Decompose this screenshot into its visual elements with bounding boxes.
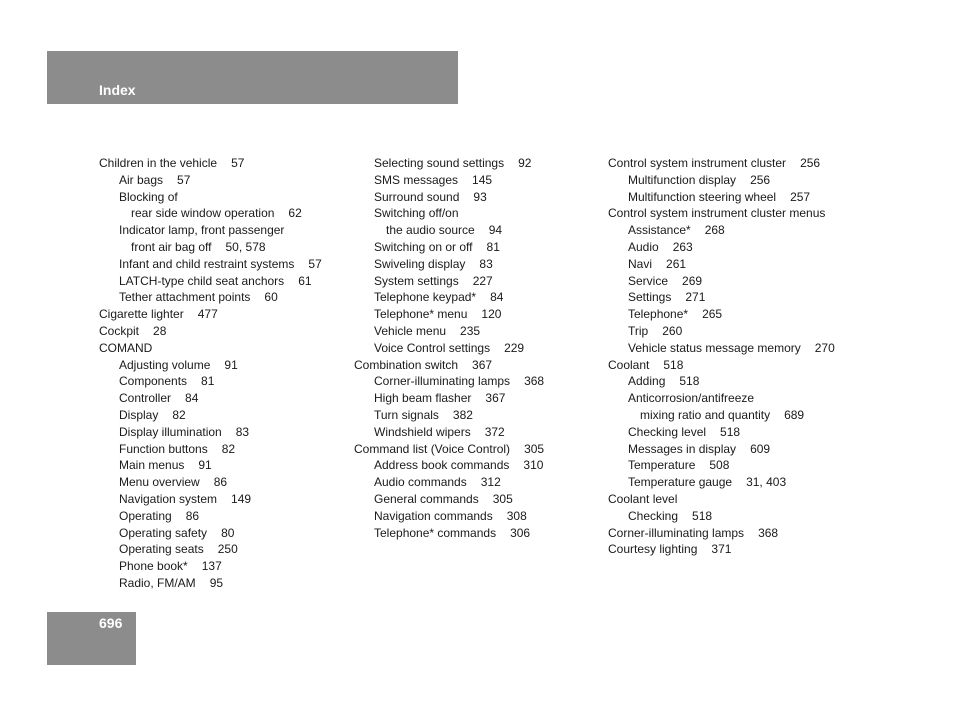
index-entry: [99, 508, 322, 525]
page-reference: 94: [488, 223, 503, 238]
page-reference: 609: [750, 441, 771, 456]
page-reference: 50, 578: [225, 239, 266, 254]
index-term: Surround sound: [374, 189, 460, 204]
index-term: Trip: [628, 323, 649, 338]
index-term: Display illumination: [119, 424, 222, 439]
index-entry: [608, 340, 835, 357]
page-reference: 92: [518, 156, 532, 170]
page-title: Index: [99, 82, 136, 98]
page-reference: 371: [711, 542, 732, 557]
index-term: Audio: [628, 239, 659, 254]
index-entry: [99, 407, 322, 424]
index-term: Telephone* menu: [374, 307, 468, 322]
index-entry: [99, 474, 322, 491]
index-entry: [608, 525, 835, 542]
header-band: [47, 51, 458, 104]
index-term: Temperature: [628, 458, 696, 473]
page-reference: 84: [185, 391, 199, 406]
index-column-2: [354, 155, 544, 541]
index-term: Control system instrument cluster menus: [608, 206, 826, 221]
index-entry: [608, 189, 835, 206]
index-term: Temperature gauge: [628, 475, 733, 490]
index-term: Adjusting volume: [119, 357, 211, 372]
index-term: Messages in display: [628, 441, 737, 456]
index-entry: [608, 491, 835, 508]
index-term: Display: [119, 407, 159, 422]
page-reference: 84: [490, 290, 504, 305]
page-reference: 120: [481, 307, 502, 322]
index-term: Audio commands: [374, 475, 467, 490]
page-reference: 271: [685, 290, 706, 305]
index-column-3: [608, 155, 835, 558]
page-reference: 306: [510, 525, 531, 540]
index-term: Telephone keypad*: [374, 290, 477, 305]
index-entry: [608, 273, 835, 290]
index-entry: [354, 155, 544, 172]
index-entry: [354, 390, 544, 407]
page-reference: 229: [504, 340, 525, 355]
index-term: Phone book*: [119, 559, 188, 574]
index-term: Multifunction display: [628, 172, 737, 187]
index-term: Radio, FM/AM: [119, 575, 196, 590]
index-term: Blocking of: [119, 189, 178, 204]
page-reference: 518: [679, 374, 700, 389]
index-entry: [354, 457, 544, 474]
index-entry: [99, 172, 322, 189]
index-term: Tether attachment points: [119, 290, 251, 305]
index-term: Control system instrument cluster: [608, 156, 787, 170]
page-reference: 367: [485, 391, 506, 406]
index-term: Operating: [119, 508, 172, 523]
page-reference: 145: [472, 172, 493, 187]
page-reference: 57: [231, 156, 245, 170]
index-term: Assistance*: [628, 223, 691, 238]
page-number: 696: [99, 615, 123, 631]
index-entry: [99, 457, 322, 474]
index-term: Cockpit: [99, 323, 140, 338]
index-term: Selecting sound settings: [374, 156, 505, 170]
index-term: Navigation commands: [374, 508, 493, 523]
index-term: Command list (Voice Control): [354, 441, 511, 456]
index-entry: [608, 441, 835, 458]
index-term: Service: [628, 273, 669, 288]
page-reference: 60: [264, 290, 278, 305]
page-reference: 83: [235, 424, 250, 439]
page-reference: 261: [666, 256, 687, 271]
index-term: Children in the vehicle: [99, 156, 218, 170]
index-term: Checking: [628, 508, 679, 523]
page-reference: 31, 403: [746, 475, 787, 490]
page-reference: 61: [298, 273, 312, 288]
index-entry: [354, 222, 544, 239]
page-reference: 257: [790, 189, 811, 204]
index-term: the audio source: [386, 223, 475, 238]
index-entry: [608, 541, 835, 558]
index-term: Vehicle status message memory: [628, 340, 801, 355]
index-term: Adding: [628, 374, 666, 389]
index-entry: [99, 575, 322, 592]
index-entry: [354, 172, 544, 189]
index-entry: [608, 306, 835, 323]
index-entry: [354, 373, 544, 390]
index-entry: [99, 373, 322, 390]
page-reference: 689: [784, 407, 805, 422]
index-term: rear side window operation: [131, 206, 275, 221]
page-reference: 368: [758, 525, 779, 540]
index-term: Swiveling display: [374, 256, 466, 271]
page-reference: 256: [800, 156, 821, 170]
page-reference: 263: [672, 239, 693, 254]
index-term: General commands: [374, 491, 479, 506]
index-term: Combination switch: [354, 357, 459, 372]
page-reference: 91: [224, 357, 238, 372]
index-term: Turn signals: [374, 407, 439, 422]
index-term: Voice Control settings: [374, 340, 491, 355]
page-reference: 518: [720, 424, 741, 439]
index-entry: [354, 239, 544, 256]
index-term: Multifunction steering wheel: [628, 189, 777, 204]
index-entry: [99, 558, 322, 575]
index-term: Settings: [628, 290, 672, 305]
index-entry: [99, 306, 322, 323]
page-reference: 250: [217, 542, 238, 557]
page-number-tab: [47, 612, 136, 665]
page-reference: 80: [221, 525, 235, 540]
index-term: Address book commands: [374, 458, 510, 473]
index-term: Navi: [628, 256, 653, 271]
index-entry: [608, 222, 835, 239]
page-reference: 518: [692, 508, 713, 523]
index-entry: [354, 491, 544, 508]
page-reference: 260: [662, 323, 683, 338]
index-entry: [608, 239, 835, 256]
page-reference: 235: [460, 323, 481, 338]
index-term: mixing ratio and quantity: [640, 407, 771, 422]
index-entry: [99, 155, 322, 172]
index-term: Cigarette lighter: [99, 307, 184, 322]
index-term: Operating seats: [119, 542, 204, 557]
index-entry: [99, 357, 322, 374]
index-entry: [99, 541, 322, 558]
index-term: SMS messages: [374, 172, 459, 187]
index-entry: [608, 357, 835, 374]
page-reference: 312: [480, 475, 501, 490]
index-entry: [99, 424, 322, 441]
index-entry: [608, 457, 835, 474]
page-reference: 269: [682, 273, 703, 288]
index-entry: [608, 155, 835, 172]
page-reference: 86: [185, 508, 200, 523]
page-reference: 227: [472, 273, 493, 288]
index-term: Anticorrosion/antifreeze: [628, 391, 755, 406]
page-reference: 308: [506, 508, 527, 523]
index-term: Corner-illuminating lamps: [608, 525, 745, 540]
index-term: COMAND: [99, 340, 153, 355]
page-reference: 83: [479, 256, 493, 271]
page-reference: 95: [209, 575, 224, 590]
page-reference: 86: [213, 475, 228, 490]
index-term: LATCH-type child seat anchors: [119, 273, 285, 288]
index-entry: [354, 205, 544, 222]
index-entry: [354, 525, 544, 542]
index-term: Operating safety: [119, 525, 208, 540]
index-entry: [608, 373, 835, 390]
page-reference: 149: [231, 491, 252, 506]
index-term: Coolant level: [608, 491, 678, 506]
page-reference: 508: [709, 458, 730, 473]
index-entry: [99, 525, 322, 542]
index-term: Controller: [119, 391, 172, 406]
index-term: Telephone* commands: [374, 525, 497, 540]
index-term: Switching on or off: [374, 239, 473, 254]
index-term: Main menus: [119, 458, 185, 473]
index-entry: [354, 508, 544, 525]
index-term: Components: [119, 374, 188, 389]
page-reference: 81: [201, 374, 215, 389]
page-reference: 28: [153, 323, 167, 338]
page-reference: 57: [308, 256, 322, 271]
index-entry: [99, 441, 322, 458]
page-reference: 57: [177, 172, 191, 187]
index-entry: [354, 441, 544, 458]
index-term: Checking level: [628, 424, 707, 439]
index-entry: [99, 491, 322, 508]
index-entry: [99, 390, 322, 407]
index-entry: [99, 189, 322, 206]
index-entry: [608, 172, 835, 189]
index-entry: [354, 357, 544, 374]
page-reference: 372: [484, 424, 505, 439]
index-entry: [99, 340, 322, 357]
page-reference: 270: [814, 340, 835, 355]
page-reference: 268: [704, 223, 725, 238]
index-term: Indicator lamp, front passenger: [119, 223, 285, 238]
page-reference: 265: [702, 307, 723, 322]
index-entry: [608, 256, 835, 273]
index-entry: [99, 222, 322, 239]
index-term: Windshield wipers: [374, 424, 471, 439]
page-reference: 91: [198, 458, 212, 473]
index-entry: [354, 189, 544, 206]
index-term: Corner-illuminating lamps: [374, 374, 511, 389]
page-reference: 382: [452, 407, 473, 422]
index-entry: [99, 273, 322, 290]
index-term: front air bag off: [131, 239, 212, 254]
index-entry: [608, 474, 835, 491]
index-entry: [99, 256, 322, 273]
page-reference: 477: [197, 307, 218, 322]
index-entry: [608, 390, 835, 407]
index-term: Infant and child restraint systems: [119, 256, 295, 271]
index-entry: [354, 306, 544, 323]
index-entry: [99, 289, 322, 306]
index-term: Navigation system: [119, 491, 218, 506]
index-entry: [608, 323, 835, 340]
page-reference: 256: [750, 172, 771, 187]
index-term: System settings: [374, 273, 459, 288]
page-reference: 137: [201, 559, 222, 574]
index-term: High beam flasher: [374, 391, 472, 406]
index-term: Switching off/on: [374, 206, 459, 221]
index-entry: [608, 205, 835, 222]
page-reference: 310: [523, 458, 544, 473]
index-entry: [354, 407, 544, 424]
index-term: Courtesy lighting: [608, 542, 698, 557]
index-term: Air bags: [119, 172, 164, 187]
page-reference: 82: [172, 407, 186, 422]
index-entry: [354, 323, 544, 340]
index-entry: [354, 424, 544, 441]
index-entry: [608, 424, 835, 441]
page-reference: 62: [288, 206, 302, 221]
index-column-1: [99, 155, 322, 592]
index-entry: [608, 407, 835, 424]
index-term: Menu overview: [119, 475, 200, 490]
index-term: Telephone*: [628, 307, 689, 322]
index-entry: [608, 508, 835, 525]
index-entry: [99, 205, 322, 222]
index-entry: [354, 273, 544, 290]
page-reference: 367: [472, 357, 493, 372]
index-term: Function buttons: [119, 441, 208, 456]
page-reference: 82: [221, 441, 236, 456]
index-entry: [354, 474, 544, 491]
index-entry: [354, 289, 544, 306]
page-reference: 93: [473, 189, 487, 204]
page-reference: 518: [663, 357, 684, 372]
index-entry: [354, 256, 544, 273]
page-reference: 81: [486, 239, 500, 254]
index-term: Coolant: [608, 357, 650, 372]
index-entry: [99, 239, 322, 256]
index-entry: [354, 340, 544, 357]
index-entry: [608, 289, 835, 306]
page-reference: 368: [524, 374, 545, 389]
page-reference: 305: [492, 491, 513, 506]
page-reference: 305: [524, 441, 545, 456]
index-term: Vehicle menu: [374, 323, 447, 338]
index-entry: [99, 323, 322, 340]
